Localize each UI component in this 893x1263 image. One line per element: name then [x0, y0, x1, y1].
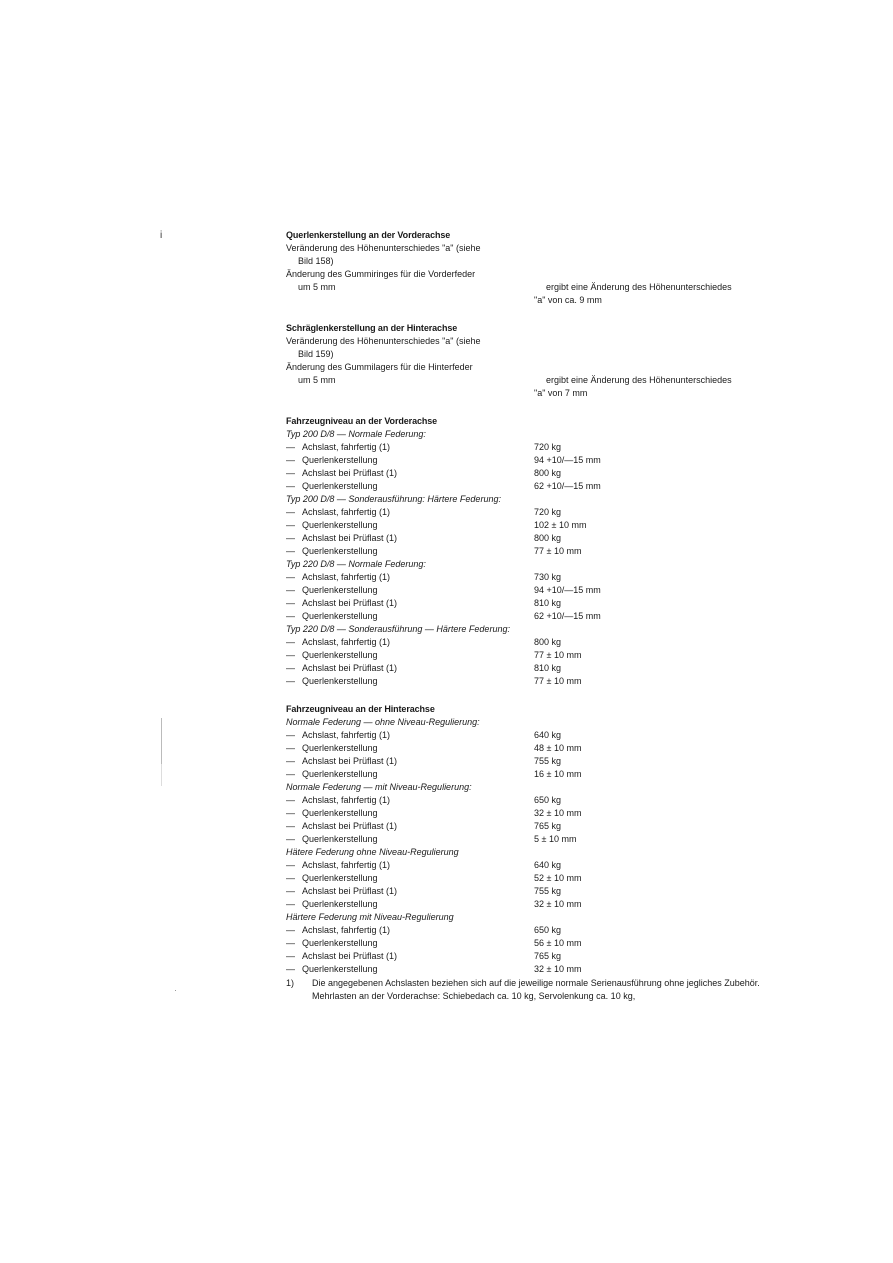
- content-column: [286, 229, 766, 1003]
- result-row: [286, 374, 766, 387]
- spec-label: Achslast, fahrfertig (1): [302, 637, 391, 647]
- spec-dash: —: [286, 951, 295, 961]
- spec-dash: —: [286, 899, 295, 909]
- text-line: Bild 158): [298, 256, 334, 266]
- spec-row: [286, 649, 766, 662]
- spec-value: 800 kg: [534, 637, 562, 647]
- spec-row: [286, 807, 766, 820]
- spec-row: [286, 885, 766, 898]
- subsection-title: Normale Federung — mit Niveau-Regulierung:: [286, 782, 472, 792]
- front-level-groups: [286, 428, 766, 688]
- spec-row: [286, 662, 766, 675]
- spec-label: Achslast, fahrfertig (1): [302, 730, 391, 740]
- spec-label: Querlenkerstellung: [302, 769, 378, 779]
- spec-dash: —: [286, 455, 295, 465]
- spec-value: 650 kg: [534, 795, 562, 805]
- spec-row: [286, 519, 766, 532]
- spec-value: 94 +10/—15 mm: [534, 585, 601, 595]
- spec-label: Querlenkerstellung: [302, 964, 378, 974]
- spec-label: Querlenkerstellung: [302, 938, 378, 948]
- spec-dash: —: [286, 821, 295, 831]
- spec-dash: —: [286, 572, 295, 582]
- spec-dash: —: [286, 585, 295, 595]
- spec-value: 755 kg: [534, 756, 562, 766]
- spec-row: [286, 506, 766, 519]
- spec-value: 810 kg: [534, 663, 562, 673]
- spec-dash: —: [286, 598, 295, 608]
- result-row: [286, 294, 766, 307]
- scan-speck: [175, 990, 176, 991]
- spec-value: 77 ± 10 mm: [534, 676, 582, 686]
- section-heading: Fahrzeugniveau an der Vorderachse: [286, 416, 438, 426]
- spec-label: Achslast, fahrfertig (1): [302, 925, 391, 935]
- spec-row: [286, 924, 766, 937]
- spec-row: [286, 768, 766, 781]
- spec-row: [286, 480, 766, 493]
- spec-row: [286, 532, 766, 545]
- spec-dash: —: [286, 650, 295, 660]
- spec-row: [286, 755, 766, 768]
- spec-value: 56 ± 10 mm: [534, 938, 582, 948]
- spec-dash: —: [286, 507, 295, 517]
- spec-value: 77 ± 10 mm: [534, 546, 582, 556]
- spec-value: 640 kg: [534, 730, 562, 740]
- spec-dash: —: [286, 676, 295, 686]
- spec-value: 720 kg: [534, 507, 562, 517]
- spec-dash: —: [286, 743, 295, 753]
- result-row: [286, 281, 766, 294]
- spec-value: 640 kg: [534, 860, 562, 870]
- spec-label: Achslast bei Prüflast (1): [302, 598, 398, 608]
- spec-value: 755 kg: [534, 886, 562, 896]
- spec-value: 800 kg: [534, 468, 562, 478]
- result-text: ergibt eine Änderung des Höhenunterschiedes: [546, 282, 732, 292]
- spec-dash: —: [286, 756, 295, 766]
- spec-label: Querlenkerstellung: [302, 808, 378, 818]
- spec-label: Querlenkerstellung: [302, 455, 378, 465]
- subsection-title: Härtere Federung mit Niveau-Regulierung: [286, 912, 454, 922]
- text-line: Änderung des Gummiringes für die Vorderfeder: [286, 269, 476, 279]
- text-line: Veränderung des Höhenunterschiedes "a" (siehe: [286, 243, 481, 253]
- spec-value: 77 ± 10 mm: [534, 650, 582, 660]
- spec-row: [286, 597, 766, 610]
- spec-value: 48 ± 10 mm: [534, 743, 582, 753]
- spec-label: Querlenkerstellung: [302, 481, 378, 491]
- spec-value: 720 kg: [534, 442, 562, 452]
- spec-dash: —: [286, 663, 295, 673]
- spec-row: [286, 441, 766, 454]
- spec-label: Querlenkerstellung: [302, 520, 378, 530]
- spec-label: Querlenkerstellung: [302, 546, 378, 556]
- margin-revision-bar: [161, 764, 162, 786]
- result-text: "a" von ca. 9 mm: [534, 295, 602, 305]
- spec-label: Achslast bei Prüflast (1): [302, 663, 398, 673]
- spec-dash: —: [286, 925, 295, 935]
- result-row: [286, 387, 766, 400]
- spec-value: 5 ± 10 mm: [534, 834, 577, 844]
- text-line: um 5 mm: [298, 375, 336, 385]
- spec-value: 810 kg: [534, 598, 562, 608]
- spec-row: [286, 859, 766, 872]
- spec-label: Querlenkerstellung: [302, 873, 378, 883]
- spec-label: Achslast bei Prüflast (1): [302, 533, 398, 543]
- spec-dash: —: [286, 637, 295, 647]
- spec-dash: —: [286, 860, 295, 870]
- spec-value: 32 ± 10 mm: [534, 808, 582, 818]
- spec-label: Achslast bei Prüflast (1): [302, 468, 398, 478]
- spec-dash: —: [286, 886, 295, 896]
- subsection-title: Typ 200 D/8 — Normale Federung:: [286, 429, 426, 439]
- spec-row: [286, 571, 766, 584]
- section-heading: Schräglenkerstellung an der Hinterachse: [286, 323, 458, 333]
- spec-value: 52 ± 10 mm: [534, 873, 582, 883]
- spec-row: [286, 820, 766, 833]
- result-text: "a" von 7 mm: [534, 388, 588, 398]
- spec-value: 800 kg: [534, 533, 562, 543]
- spec-value: 730 kg: [534, 572, 562, 582]
- spec-dash: —: [286, 795, 295, 805]
- spec-row: [286, 937, 766, 950]
- spec-value: 62 +10/—15 mm: [534, 611, 601, 621]
- spec-label: Achslast, fahrfertig (1): [302, 860, 391, 870]
- spec-label: Achslast bei Prüflast (1): [302, 756, 398, 766]
- subsection-title: Typ 200 D/8 — Sonderausführung: Härtere Federung:: [286, 494, 501, 504]
- spec-dash: —: [286, 730, 295, 740]
- spec-row: [286, 898, 766, 911]
- spec-row: [286, 950, 766, 963]
- spec-label: Querlenkerstellung: [302, 585, 378, 595]
- spec-dash: —: [286, 546, 295, 556]
- spec-value: 32 ± 10 mm: [534, 899, 582, 909]
- spec-label: Querlenkerstellung: [302, 676, 378, 686]
- subsection-title: Typ 220 D/8 — Sonderausführung — Härtere Federung:: [286, 624, 510, 634]
- spec-label: Achslast, fahrfertig (1): [302, 507, 391, 517]
- spec-row: [286, 729, 766, 742]
- spec-label: Achslast, fahrfertig (1): [302, 442, 391, 452]
- spec-label: Querlenkerstellung: [302, 834, 378, 844]
- text-line: Veränderung des Höhenunterschiedes "a" (siehe: [286, 336, 481, 346]
- spec-value: 32 ± 10 mm: [534, 964, 582, 974]
- section-front-crossarm: [286, 229, 766, 307]
- spec-value: 650 kg: [534, 925, 562, 935]
- spec-value: 62 +10/—15 mm: [534, 481, 601, 491]
- spec-row: [286, 584, 766, 597]
- spec-row: [286, 610, 766, 623]
- spec-row: [286, 454, 766, 467]
- spec-label: Querlenkerstellung: [302, 743, 378, 753]
- spec-row: [286, 675, 766, 688]
- spec-label: Achslast bei Prüflast (1): [302, 821, 398, 831]
- spec-dash: —: [286, 611, 295, 621]
- spec-label: Querlenkerstellung: [302, 650, 378, 660]
- spec-value: 765 kg: [534, 821, 562, 831]
- text-line: um 5 mm: [298, 282, 336, 292]
- spec-label: Querlenkerstellung: [302, 611, 378, 621]
- spec-label: Querlenkerstellung: [302, 899, 378, 909]
- footnote-text: Die angegebenen Achslasten beziehen sich auf die jeweilige normale Serienausführung ohne jegliches Zubehör. Mehrlasten an der Vorderachse: Schiebedach ca. 10 kg, Servolenkung ca. 10 kg,: [312, 978, 760, 1001]
- subsection-title: Typ 220 D/8 — Normale Federung:: [286, 559, 426, 569]
- spec-row: [286, 467, 766, 480]
- spec-dash: —: [286, 442, 295, 452]
- spec-row: [286, 742, 766, 755]
- spec-dash: —: [286, 873, 295, 883]
- spec-dash: —: [286, 533, 295, 543]
- rear-level-groups: [286, 716, 766, 976]
- spec-value: 94 +10/—15 mm: [534, 455, 601, 465]
- spec-dash: —: [286, 834, 295, 844]
- spec-label: Achslast bei Prüflast (1): [302, 886, 398, 896]
- section-heading: Fahrzeugniveau an der Hinterachse: [286, 704, 435, 714]
- spec-label: Achslast, fahrfertig (1): [302, 795, 391, 805]
- text-line: Bild 159): [298, 349, 334, 359]
- spec-dash: —: [286, 808, 295, 818]
- section-rear-crossarm: [286, 322, 766, 400]
- spec-value: 102 ± 10 mm: [534, 520, 587, 530]
- spec-dash: —: [286, 938, 295, 948]
- footnote-number: 1): [286, 978, 295, 988]
- margin-mark: i: [160, 230, 163, 241]
- spec-value: 765 kg: [534, 951, 562, 961]
- spec-row: [286, 794, 766, 807]
- spec-label: Achslast bei Prüflast (1): [302, 951, 398, 961]
- result-text: ergibt eine Änderung des Höhenunterschiedes: [546, 375, 732, 385]
- spec-row: [286, 636, 766, 649]
- section-rear-level: [286, 703, 766, 976]
- spec-value: 16 ± 10 mm: [534, 769, 582, 779]
- spec-dash: —: [286, 520, 295, 530]
- subsection-title: Normale Federung — ohne Niveau-Regulierung:: [286, 717, 480, 727]
- spec-dash: —: [286, 769, 295, 779]
- text-line: Änderung des Gummilagers für die Hinterfeder: [286, 362, 473, 372]
- spec-dash: —: [286, 481, 295, 491]
- spec-row: [286, 963, 766, 976]
- footnote: [286, 977, 766, 1003]
- spec-dash: —: [286, 468, 295, 478]
- section-front-level: [286, 415, 766, 688]
- spec-row: [286, 833, 766, 846]
- spec-dash: —: [286, 964, 295, 974]
- spec-row: [286, 545, 766, 558]
- subsection-title: Hätere Federung ohne Niveau-Regulierung: [286, 847, 459, 857]
- spec-label: Achslast, fahrfertig (1): [302, 572, 391, 582]
- section-heading: Querlenkerstellung an der Vorderachse: [286, 230, 451, 240]
- spec-row: [286, 872, 766, 885]
